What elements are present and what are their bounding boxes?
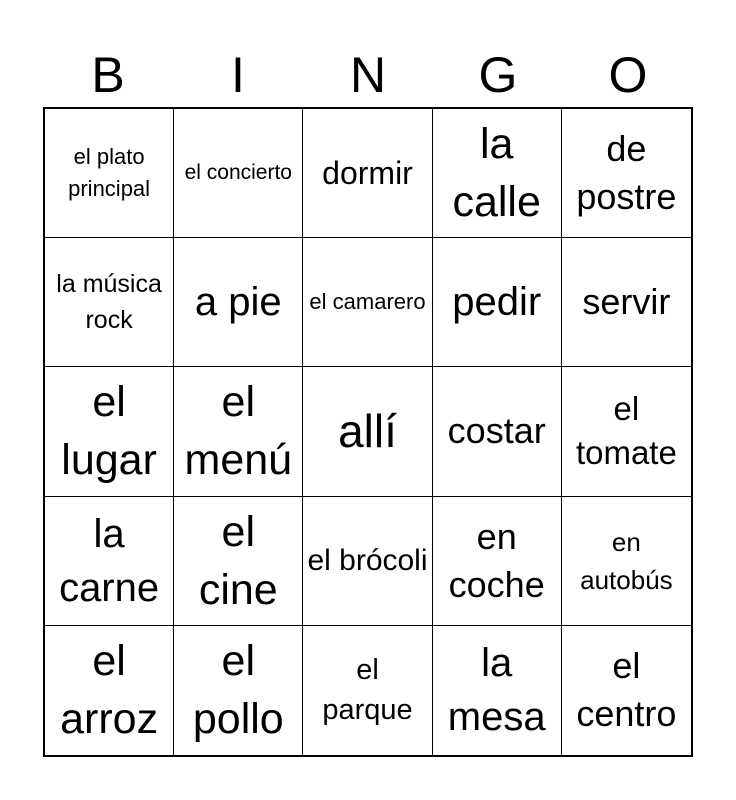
header-letter-n: N	[349, 47, 387, 103]
cell-label: la mesa	[447, 641, 546, 740]
bingo-cell[interactable]	[303, 626, 432, 755]
cell-label: el cine	[198, 507, 278, 614]
cell-label: allí	[338, 405, 397, 458]
cell-label: el parque	[322, 654, 413, 727]
bingo-cell[interactable]	[303, 367, 432, 496]
bingo-cell[interactable]	[303, 238, 432, 367]
bingo-cell[interactable]	[303, 497, 432, 626]
bingo-cell[interactable]	[562, 109, 691, 238]
header-letter-g: G	[478, 47, 518, 103]
cell-label: en autobús	[580, 526, 673, 595]
cell-label: dormir	[322, 155, 413, 192]
bingo-cell[interactable]	[562, 626, 691, 755]
bingo-cell[interactable]	[433, 626, 562, 755]
cell-label: el plato principal	[68, 144, 151, 202]
bingo-header	[43, 46, 693, 108]
cell-label: a pie	[194, 280, 282, 325]
bingo-cell[interactable]	[45, 238, 174, 367]
bingo-cell[interactable]	[433, 109, 562, 238]
header-letter-b: B	[91, 47, 125, 103]
cell-label: el concierto	[184, 161, 292, 185]
cell-label: el lugar	[61, 378, 157, 485]
bingo-cell[interactable]	[562, 238, 691, 367]
header-letter-o: O	[608, 47, 648, 103]
cell-label: el centro	[576, 645, 677, 735]
cell-label: de postre	[576, 128, 677, 218]
bingo-cell[interactable]	[174, 109, 303, 238]
cell-label: el brócoli	[307, 543, 428, 577]
bingo-cell[interactable]	[45, 626, 174, 755]
bingo-cell[interactable]	[433, 238, 562, 367]
header-letter-i: I	[231, 47, 245, 103]
bingo-cell[interactable]	[174, 497, 303, 626]
bingo-cell[interactable]	[562, 367, 691, 496]
bingo-cell[interactable]	[45, 109, 174, 238]
cell-label: en coche	[448, 515, 545, 605]
bingo-cell[interactable]	[562, 497, 691, 626]
cell-label: la calle	[452, 120, 541, 227]
cell-label: la carne	[59, 511, 160, 610]
cell-label: el tomate	[575, 390, 677, 472]
cell-label: el pollo	[192, 637, 284, 744]
bingo-cell[interactable]	[303, 109, 432, 238]
cell-label: el arroz	[60, 637, 159, 744]
bingo-cell[interactable]	[174, 238, 303, 367]
cell-label: el camarero	[309, 289, 426, 315]
bingo-cell[interactable]	[174, 367, 303, 496]
bingo-cell[interactable]	[174, 626, 303, 755]
cell-label: costar	[447, 410, 546, 452]
bingo-board	[43, 107, 693, 757]
cell-label: la música rock	[56, 270, 162, 335]
bingo-cell[interactable]	[45, 367, 174, 496]
bingo-cell[interactable]	[433, 497, 562, 626]
bingo-cell[interactable]	[45, 497, 174, 626]
bingo-cell[interactable]	[433, 367, 562, 496]
cell-label: servir	[582, 281, 671, 323]
cell-label: pedir	[452, 280, 542, 325]
cell-label: el menú	[184, 378, 293, 485]
